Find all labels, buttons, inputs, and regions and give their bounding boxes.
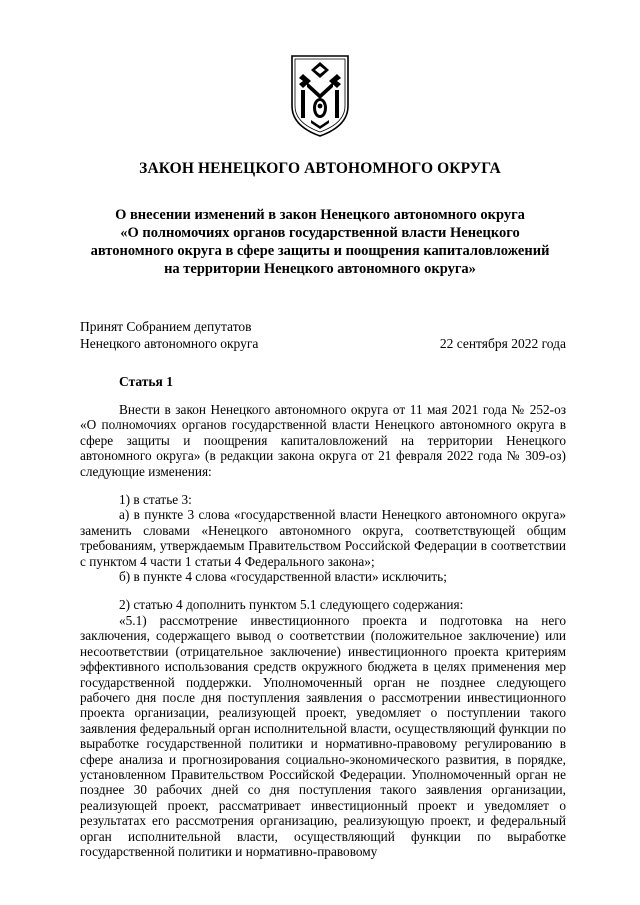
adoption-date: 22 сентября 2022 года bbox=[439, 336, 566, 351]
subject-line: на территории Ненецкого автономного округа» bbox=[164, 261, 476, 277]
adoption-block bbox=[80, 318, 566, 352]
article-subitem: б) в пункте 4 слова «государственной власти» исключить; bbox=[119, 569, 447, 585]
article-item-text: «5.1) рассмотрение инвестиционного проекта и подготовка на него заключения, содержащего вывод о соответствии (положительное заключение) или несоответствии (отрицательное заключение) инвестиционного проекта критериям эффективного использования средств окружного бюджета в целях применения мер государственной поддержки. Уполномоченный орган не позднее следующего рабочего дня после дня поступления заявления о рассмотрении инвестиционного проекта организации, реализующей проект, уведомляет о поступлении такого заявления федеральный орган исполнительной власти, осуществляющий функции по выработке государственной политики и нормативно-правовому регулированию в сфере анализа и прогнозирования социально-экономического развития, в порядке, установленном Правительством Российской Федерации. Уполномоченный орган не позднее 30 рабочих дней со дня поступления такого заявления организации, реализующей проект, рассматривает инвестиционный проект и уведомляет о результатах его рассмотрения организацию, реализующую проект, и федеральный орган исполнительной власти, осуществляющий функции по выработке государственной политики и нормативно-правовому bbox=[80, 612, 566, 859]
subject-line: автономного округа в сфере защиты и поощрения капиталовложений bbox=[90, 243, 550, 259]
coat-of-arms-icon bbox=[289, 54, 351, 138]
adoption-line: Ненецкого автономного округа bbox=[80, 336, 259, 351]
subject-line: О внесении изменений в закон Ненецкого автономного округа bbox=[115, 207, 525, 223]
article-title: Статья 1 bbox=[119, 374, 173, 389]
law-subject bbox=[60, 206, 580, 278]
article-body bbox=[80, 402, 566, 859]
subject-line: «О полномочиях органов государственной власти Ненецкого bbox=[120, 225, 520, 241]
adoption-line: Принят Собранием депутатов bbox=[80, 319, 252, 334]
article-item: 2) статью 4 дополнить пунктом 5.1 следующего содержания: bbox=[119, 597, 464, 613]
article-subitem: а) в пункте 3 слова «государственной власти Ненецкого автономного округа» заменить словами «Ненецкого автономного округа, соответствующей общим требованиям, утверждаемым Правительством Российской Федерации в соответствии с пунктом 4 части 1 статьи 4 Федерального закона»; bbox=[80, 507, 566, 569]
article-item: 1) в статье 3: bbox=[119, 492, 192, 508]
law-title: ЗАКОН НЕНЕЦКОГО АВТОНОМНОГО ОКРУГА bbox=[139, 160, 501, 177]
article-intro: Внести в закон Ненецкого автономного округа от 11 мая 2021 года № 252-оз «О полномочиях органов государственной власти Ненецкого автономного округа в сфере защиты и поощрения капиталовложений на территории Ненецкого автономного округа» (в редакции закона округа от 21 февраля 2022 года № 309-оз) следующие изменения: bbox=[80, 402, 566, 479]
